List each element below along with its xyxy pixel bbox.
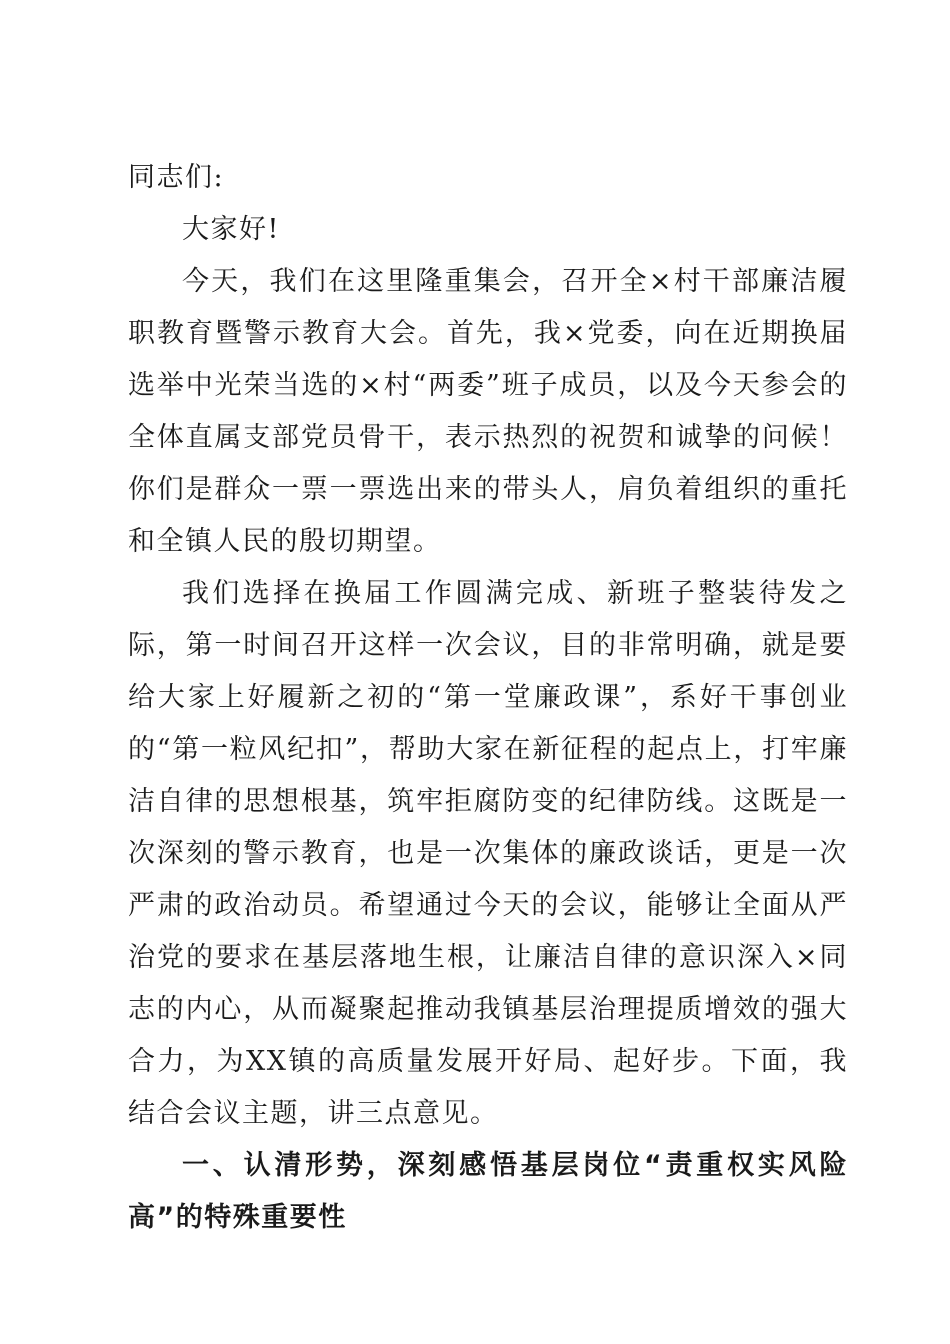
- section-heading-one: 一、认清形势，深刻感悟基层岗位“责重权实风险高”的特殊重要性: [128, 1150, 848, 1233]
- document-body: [128, 152, 848, 1244]
- paragraph-opening: 今天，我们在这里隆重集会，召开全×村干部廉洁履职教育暨警示教育大会。首先，我×党委，向在近期换届选举中光荣当选的×村“两委”班子成员，以及今天参会的全体直属支部党员骨干，表示热烈的祝贺和诚挚的问候！你们是群众一票一票选出来的带头人，肩负着组织的重托和全镇人民的殷切期望。: [128, 266, 848, 557]
- greeting: 大家好!: [182, 214, 280, 245]
- salutation: 同志们:: [128, 162, 225, 193]
- paragraph-purpose: 我们选择在换届工作圆满完成、新班子整装待发之际，第一时间召开这样一次会议，目的非常明确，就是要给大家上好履新之初的“第一堂廉政课”，系好干事创业的“第一粒风纪扣”，帮助大家在新征程的起点上，打牢廉洁自律的思想根基，筑牢拒腐防变的纪律防线。这既是一次深刻的警示教育，也是一次集体的廉政谈话，更是一次严肃的政治动员。希望通过今天的会议，能够让全面从严治党的要求在基层落地生根，让廉洁自律的意识深入×同志的内心，从而凝聚起推动我镇基层治理提质增效的强大合力，为XX镇的高质量发展开好局、起好步。下面，我结合会议主题，讲三点意见。: [128, 578, 848, 1129]
